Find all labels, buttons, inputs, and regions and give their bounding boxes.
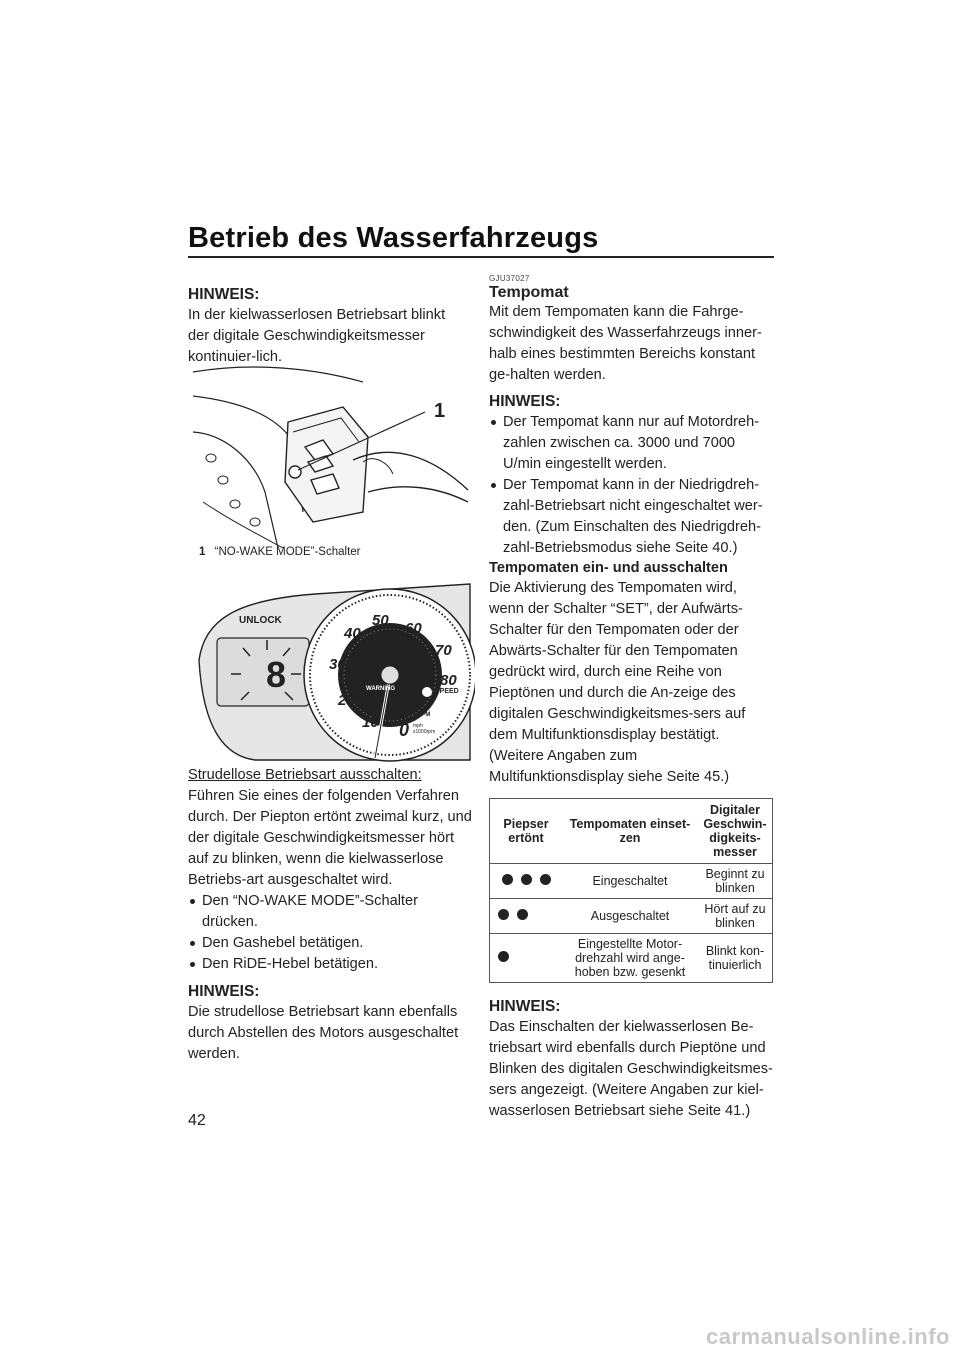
- caption-text: “NO-WAKE MODE”-Schalter: [214, 546, 361, 558]
- list-item: Der Tempomat kann in der Niedrigdreh-zahl-Betriebsart nicht eingeschaltet wer-den. (Zum Einschalten des Niedrigdreh-zahl-Betriebsmodus siehe Seite 40.): [489, 475, 774, 559]
- note-text: In der kielwasserlosen Betriebsart blinkt der digitale Geschwindigkeitsmesser kontinuier-lich.: [188, 307, 446, 365]
- intro-text: Mit dem Tempomaten kann die Fahrge-schwindigkeit des Wasserfahrzeugs inner-halb eines bestimmten Bereichs konstant ge-halten werden.: [489, 304, 762, 383]
- note-label: HINWEIS:: [188, 983, 260, 1000]
- table-cell: Ausgeschaltet: [562, 899, 698, 934]
- section-heading: Strudellose Betriebsart ausschalten:: [188, 767, 422, 783]
- callout-1: 1: [434, 400, 446, 422]
- caption-number: 1: [199, 546, 206, 558]
- procedure-list: [188, 891, 472, 975]
- note-label: HINWEIS:: [489, 998, 561, 1015]
- speed-mark-0: 0: [399, 720, 410, 740]
- table-header-row: [490, 799, 773, 864]
- speed-mark-30: 30: [329, 656, 346, 673]
- table-cell: Eingeschaltet: [562, 864, 698, 899]
- table-header: Piepser ertönt: [490, 799, 563, 864]
- note-list: [489, 412, 774, 559]
- speed-mark-70: 70: [435, 642, 452, 659]
- watermark: carmanualsonline.info: [706, 1324, 950, 1349]
- table-header: Digitaler Geschwin-digkeits-messer: [698, 799, 773, 864]
- handlebar-switch-figure: [193, 362, 475, 548]
- table-row: [490, 934, 773, 983]
- page-title: Betrieb des Wasserfahrzeugs: [188, 222, 599, 254]
- section-text: Führen Sie eines der folgenden Verfahren durch. Der Piepton ertönt zweimal kurz, und der digitale Geschwindigkeitsmesser hört auf zu blinken, wenn die kielwasserlose Betriebs-art ausgeschaltet wird.: [188, 788, 472, 888]
- speed-mark-40: 40: [344, 625, 361, 642]
- title-rule: [188, 256, 774, 258]
- beep-dots: [490, 864, 563, 899]
- list-item: Den Gashebel betätigen.: [188, 933, 472, 954]
- beep-dots: [490, 934, 563, 983]
- list-item: Der Tempomat kann nur auf Motordreh-zahlen zwischen ca. 3000 und 7000 U/min eingestellt werden.: [489, 412, 774, 475]
- table-row: [490, 864, 773, 899]
- section-code: GJU37027: [489, 274, 530, 283]
- subheading: Tempomaten ein- und ausschalten: [489, 560, 728, 576]
- table-cell: Hört auf zu blinken: [698, 899, 773, 934]
- note-label: HINWEIS:: [489, 393, 561, 410]
- rpm-label: RPM: [417, 712, 431, 718]
- table-cell: Beginnt zu blinken: [698, 864, 773, 899]
- speed-label: SPEED: [435, 688, 459, 695]
- speed-mark-60: 60: [405, 620, 422, 637]
- digital-speed-digit: 8: [266, 654, 287, 695]
- cruise-control-table: [489, 798, 773, 983]
- table-cell: Eingestellte Motor-drehzahl wird ange-hoben bzw. gesenkt: [562, 934, 698, 983]
- note-text: Das Einschalten der kielwasserlosen Be-triebsart wird ebenfalls durch Pieptöne und Blinken des digitalen Geschwindigkeitsmes-sers angezeigt. (Weitere Angaben zur kiel-wasserlosen Betriebsart siehe Seite 41.): [489, 1019, 773, 1119]
- note-text: Die strudellose Betriebsart kann ebenfalls durch Abstellen des Motors ausgeschaltet werden.: [188, 1004, 459, 1062]
- note-label: HINWEIS:: [188, 286, 260, 303]
- figure-caption: [199, 546, 361, 558]
- beep-dots: [490, 899, 563, 934]
- section-heading: Tempomat: [489, 284, 569, 301]
- warning-label: WARNING: [366, 686, 395, 692]
- speed-mark-80: 80: [440, 672, 457, 689]
- left-section: [188, 765, 472, 1065]
- mph-label: mph: [413, 723, 423, 729]
- list-item: Den “NO-WAKE MODE”-Schalter drücken.: [188, 891, 472, 933]
- unlock-label: UNLOCK: [239, 615, 282, 626]
- rpm-unit-label: x1000rpm: [413, 729, 436, 735]
- left-note1: [188, 285, 468, 368]
- list-item: Den RiDE-Hebel betätigen.: [188, 954, 472, 975]
- right-column: [489, 274, 774, 1122]
- table-row: [490, 899, 773, 934]
- body-text: Die Aktivierung des Tempomaten wird, wenn der Schalter “SET”, der Aufwärts-Schalter für den Tempomaten oder der Abwärts-Schalter für den Tempomaten gedrückt wird, durch eine Reihe von Pieptönen und durch die An-zeige des digitalen Geschwindigkeitsmes-sers auf dem Multifunktionsdisplay bestätigt. (Weitere Angaben zum Multifunktionsdisplay siehe Seite 45.): [489, 580, 746, 785]
- speed-mark-10: 10: [362, 714, 379, 731]
- table-cell: Blinkt kon-tinuierlich: [698, 934, 773, 983]
- speed-mark-50: 50: [372, 612, 389, 629]
- speed-mark-20: 20: [338, 692, 355, 709]
- table-header: Tempomaten einset-zen: [562, 799, 698, 864]
- page-number: 42: [188, 1112, 206, 1129]
